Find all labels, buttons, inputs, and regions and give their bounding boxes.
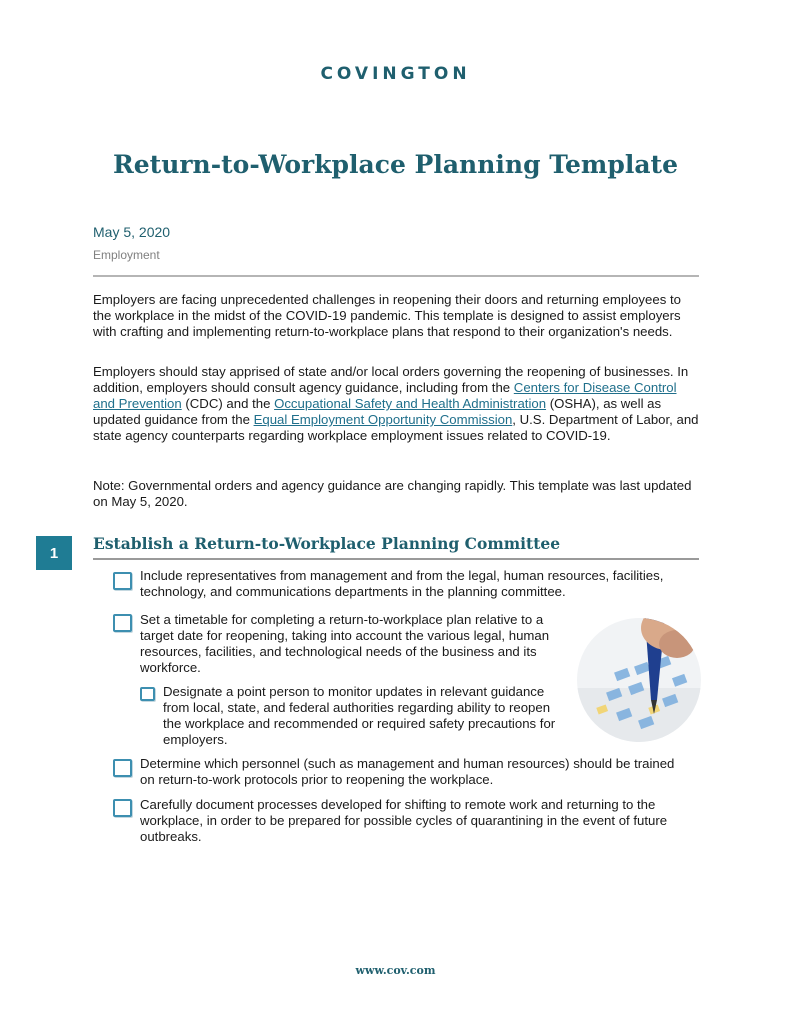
checklist-item: Include representatives from management and from the legal, human resources, facilities, technology, and communications departments in the planning committee. — [140, 568, 664, 599]
publication-date: May 5, 2020 — [93, 224, 171, 240]
planning-photo — [577, 618, 701, 742]
pen-on-sticky-notes-image — [577, 618, 701, 742]
note-paragraph: Note: Governmental orders and agency guidance are changing rapidly. This template was last updated on May 5, 2020. — [93, 478, 692, 509]
footer-url[interactable]: www.cov.com — [355, 964, 436, 977]
section-divider — [93, 558, 699, 560]
covington-logo: COVINGTON — [320, 64, 471, 84]
checkbox-4[interactable] — [113, 799, 132, 817]
intro-paragraph: Employers are facing unprecedented challenges in reopening their doors and returning employees to the workplace in the midst of the COVID-19 pandemic. This template is designed to assist employers with crafting and implementing return-to-workplace plans that respond to their organization's needs. — [93, 292, 681, 339]
checklist-subitem: Designate a point person to monitor updates in relevant guidance from local, state, and federal authorities regarding ability to reopen the workplace and recommended or required safety precautions for employers. — [163, 684, 556, 747]
sub-checkbox-1[interactable] — [140, 687, 155, 701]
section-number-badge: 1 — [36, 536, 72, 570]
eeoc-link[interactable]: Equal Employment Opportunity Commission — [253, 412, 513, 427]
checkbox-3[interactable] — [113, 759, 132, 777]
guidance-paragraph — [93, 364, 699, 444]
osha-link[interactable]: Occupational Safety and Health Administration — [274, 396, 547, 411]
cdc-link[interactable]: Centers for Disease Control and Prevention — [93, 380, 677, 411]
document-title: Return-to-Workplace Planning Template — [112, 150, 678, 179]
header-divider — [93, 275, 699, 277]
checkbox-1[interactable] — [113, 572, 132, 590]
checklist-item: Carefully document processes developed for shifting to remote work and returning to the workplace, in order to be prepared for possible cycles of quarantining in the event of future outbreaks. — [140, 797, 668, 844]
guidance-text: Employers should stay apprised of state and/or local orders governing the reopening of businesses. In addition, employers should consult agency guidance, including from the — [93, 364, 689, 395]
guidance-text: (OSHA), as well as updated guidance from the — [93, 396, 662, 427]
guidance-text: , U.S. Department of Labor, and state agency counterparts regarding workplace employment issues related to COVID-19. — [93, 412, 699, 443]
checkbox-2[interactable] — [113, 614, 132, 632]
guidance-text: (CDC) and the — [181, 396, 275, 411]
practice-area: Employment — [93, 248, 160, 262]
checklist-item: Determine which personnel (such as management and human resources) should be trained on return-to-work protocols prior to reopening the workplace. — [140, 756, 675, 787]
checklist-item: Set a timetable for completing a return-to-workplace plan relative to a target date for reopening, taking into account the various legal, human resources, facilities, and technological needs of the business and its workforce. — [140, 612, 550, 675]
section-title: Establish a Return-to-Workplace Planning Committee — [93, 534, 561, 553]
